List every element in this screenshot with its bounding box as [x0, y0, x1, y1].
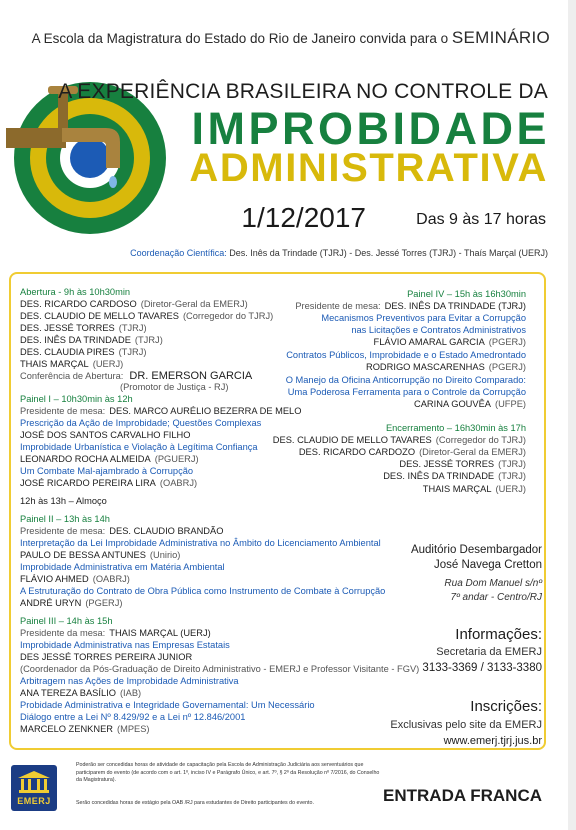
line-main: FLÁVIO AMARAL GARCIA: [373, 337, 485, 347]
line-main: ANDRÉ URYN: [20, 598, 82, 608]
event-hours: Das 9 às 17 horas: [416, 211, 546, 228]
info-secretaria: Secretaria da EMERJ: [436, 646, 542, 658]
line-main: Arbitragem nas Ações de Improbidade Administrativa: [20, 676, 239, 686]
line-main: RODRIGO MASCARENHAS: [365, 362, 485, 372]
line-main: Presidente da mesa:: [20, 628, 106, 638]
line-affiliation: DES. INÊS DA TRINDADE (TJRJ): [384, 301, 526, 311]
line-main: DES. CLAUDIO DE MELLO TAVARES: [20, 311, 179, 321]
title-line-2: IMPROBIDADE: [191, 103, 550, 154]
line-affiliation: THAIS MARÇAL (UERJ): [109, 628, 211, 638]
right-program-line: [399, 459, 526, 470]
line-main: Improbidade Urbanística e Violação à Legítima Confiança: [20, 442, 258, 452]
left-program-line: [20, 430, 191, 441]
left-program-line: [20, 652, 192, 663]
left-program-line: [20, 550, 180, 561]
venue-address-1: Rua Dom Manuel s/nº: [444, 578, 542, 589]
line-main: DES. INÊS DA TRINDADE: [383, 471, 495, 481]
coordination: [130, 248, 548, 258]
line-main: Interpretação da Lei Improbidade Administrativa no Âmbito do Licenciamento Ambiental: [20, 538, 381, 548]
left-program-line: [20, 371, 252, 382]
right-program-line: [383, 471, 526, 482]
line-main: Painel II – 13h às 14h: [20, 514, 110, 524]
line-affiliation: DES. CLAUDIO BRANDÃO: [109, 526, 224, 536]
emerj-logo-text: EMERJ: [17, 796, 51, 806]
right-program-line: [295, 301, 526, 312]
left-program-line: [20, 323, 147, 334]
line-main: DES. CLAUDIA PIRES: [20, 347, 115, 357]
footer-note-1: Poderão ser concedidas horas de atividade de capacitação pela Escola de Administração Judiciária aos serventuários que participarem do evento (de acordo com o art. 1º, inciso IV e Parágrafo Único, e art. 7º, § 2º da Resolução nº 7/2016, do Conselho da Magistratura).: [76, 762, 380, 784]
left-program-line: [20, 598, 123, 609]
line-main: JOSÉ RICARDO PEREIRA LIRA: [20, 478, 156, 488]
building-icon: [18, 771, 50, 793]
line-main: DES. INÊS DA TRINDADE: [20, 335, 131, 345]
info-heading: Informações:: [455, 626, 542, 643]
left-program-line: [20, 676, 239, 687]
left-program-line: [20, 514, 110, 525]
line-main: DES. JESSÉ TORRES: [20, 323, 115, 333]
left-program-line: [120, 382, 229, 393]
line-affiliation: (TJRJ): [134, 335, 163, 345]
line-main: Presidente de mesa:: [20, 406, 106, 416]
line-affiliation: (PGUERJ): [154, 454, 199, 464]
line-main: Painel IV – 15h às 16h30min: [407, 289, 526, 299]
line-main: LEONARDO ROCHA ALMEIDA: [20, 454, 151, 464]
right-program-line: [351, 325, 526, 336]
line-main: CARINA GOUVÊA: [414, 399, 491, 409]
title-line-3: ADMINISTRATIVA: [189, 146, 548, 190]
left-program-line: [20, 406, 301, 417]
left-program-line: [20, 359, 123, 370]
right-program-line: [321, 313, 526, 324]
line-main: Uma Poderosa Ferramenta para o Controle da Corrupção: [287, 387, 526, 397]
right-program-line: [286, 375, 526, 386]
coordination-text: Des. Inês da Trindade (TJRJ) - Des. Jessé Torres (TJRJ) - Thaís Marçal (UERJ): [229, 248, 548, 258]
line-main: Presidente de mesa:: [20, 526, 106, 536]
line-main: DES. RICARDO CARDOSO: [20, 299, 137, 309]
line-main: ANA TEREZA BASÍLIO: [20, 688, 116, 698]
info-phones: 3133-3369 / 3133-3380: [422, 662, 542, 674]
left-program-line: [20, 442, 258, 453]
line-affiliation: (TJRJ): [118, 323, 147, 333]
line-main: Diálogo entre a Lei Nº 8.429/92 e a Lei nº 12.846/2001: [20, 712, 246, 722]
line-main: FLÁVIO AHMED: [20, 574, 89, 584]
left-program-line: [20, 478, 197, 489]
right-program-line: [423, 484, 526, 495]
left-program-line: [20, 628, 211, 639]
line-main: (Coordenador da Pós-Graduação de Direito Administrativo - EMERJ e Professor Visitante - FGV): [20, 664, 420, 674]
left-program-line: [20, 287, 130, 298]
left-program-line: [20, 616, 113, 627]
line-main: A Estruturação do Contrato de Obra Pública como Instrumento de Combate à Corrupção: [20, 586, 386, 596]
left-program-line: [20, 335, 163, 346]
inscricoes-site-link[interactable]: www.emerj.tjrj.jus.br: [443, 735, 542, 747]
left-program-line: [20, 454, 199, 465]
left-program-line: [20, 562, 225, 573]
line-affiliation: (MPES): [116, 724, 150, 734]
right-program-line: [366, 362, 526, 373]
line-main: THAIS MARÇAL: [20, 359, 89, 369]
event-date: 1/12/2017: [241, 202, 366, 233]
left-program-line: [20, 311, 273, 322]
line-main: (Promotor de Justiça - RJ): [120, 382, 229, 392]
line-main: Um Combate Mal-ajambrado à Corrupção: [20, 466, 194, 476]
line-affiliation: (TJRJ): [498, 471, 526, 481]
right-program-line: [386, 423, 526, 434]
line-affiliation: (PGERJ): [85, 598, 123, 608]
line-main: Presidente de mesa:: [295, 301, 381, 311]
line-main: Painel III – 14h às 15h: [20, 616, 113, 626]
line-main: nas Licitações e Contratos Administrativos: [351, 325, 526, 335]
emerj-logo: [11, 765, 57, 811]
line-affiliation: (TJRJ): [498, 459, 526, 469]
inscricoes-heading: Inscrições:: [470, 698, 542, 715]
inscricoes-text: Exclusivas pelo site da EMERJ: [390, 719, 542, 731]
line-affiliation: (Diretor-Geral da EMERJ): [140, 299, 248, 309]
line-affiliation: (UERJ): [495, 484, 526, 494]
line-main: O Manejo da Oficina Anticorrupção no Direito Comparado:: [285, 375, 526, 385]
line-main: MARCELO ZENKNER: [20, 724, 113, 734]
left-program-line: [20, 526, 223, 537]
entrada-franca: ENTRADA FRANCA: [383, 786, 542, 805]
left-program-line: [20, 688, 141, 699]
title-line-1: A EXPERIÊNCIA BRASILEIRA NO CONTROLE DA: [58, 80, 548, 103]
line-main: Probidade Administrativa e Integridade Governamental: Um Necessário: [20, 700, 315, 710]
line-affiliation: (TJRJ): [118, 347, 147, 357]
footer-note-2: Serão concedidas horas de estágio pela OAB /RJ para estudantes de Direito participantes do evento.: [76, 800, 314, 806]
venue-name-1: Auditório Desembargador: [410, 544, 542, 556]
right-program-line: [288, 387, 526, 398]
line-main: DES JESSÉ TORRES PEREIRA JUNIOR: [20, 652, 193, 662]
line-affiliation: (UFPE): [495, 399, 526, 409]
line-affiliation: (PGERJ): [488, 337, 526, 347]
line-affiliation: (UERJ): [92, 359, 124, 369]
left-program-line: [20, 664, 419, 675]
left-program-line: [20, 574, 130, 585]
right-program-line: [414, 399, 526, 410]
line-affiliation: (OABRJ): [92, 574, 130, 584]
venue-name-2: José Navega Cretton: [433, 559, 542, 571]
left-program-line: [20, 640, 230, 651]
line-affiliation: (Corregedor do TJRJ): [435, 435, 526, 445]
line-main: Mecanismos Preventivos para Evitar a Corrupção: [321, 313, 526, 323]
line-main: DES. RICARDO CARDOZO: [298, 447, 416, 457]
left-program-line: [20, 586, 385, 597]
right-program-line: [407, 289, 526, 300]
left-program-line: [20, 700, 315, 711]
seminar-word: SEMINÁRIO: [451, 28, 550, 47]
line-emphasis: DR. EMERSON GARCIA: [129, 370, 253, 382]
venue-address-2: 7º andar - Centro/RJ: [450, 592, 542, 603]
left-program-line: [20, 347, 146, 358]
line-main: Prescrição da Ação de Improbidade; Questões Complexas: [20, 418, 262, 428]
line-affiliation: (Corregedor do TJRJ): [182, 311, 274, 321]
line-main: Painel I – 10h30min às 12h: [20, 394, 133, 404]
line-main: JOSÉ DOS SANTOS CARVALHO FILHO: [20, 430, 191, 440]
line-main: Conferência de Abertura:: [20, 371, 124, 381]
right-program-line: [273, 435, 526, 446]
left-program-line: [20, 418, 261, 429]
line-main: PAULO DE BESSA ANTUNES: [20, 550, 146, 560]
line-main: Abertura - 9h às 10h30min: [20, 287, 131, 297]
left-program-line: [20, 712, 245, 723]
line-main: Improbidade Administrativa nas Empresas Estatais: [20, 640, 230, 650]
right-program-line: [299, 447, 526, 458]
page-edge: [568, 0, 576, 830]
line-main: DES. JESSÉ TORRES: [399, 459, 495, 469]
left-program-line: [20, 466, 193, 477]
right-program-line: [286, 350, 526, 361]
line-affiliation: (Diretor-Geral da EMERJ): [419, 447, 526, 457]
line-main: THAIS MARÇAL: [422, 484, 492, 494]
line-affiliation: (Unirio): [149, 550, 181, 560]
line-main: Improbidade Administrativa em Matéria Ambiental: [20, 562, 225, 572]
left-program-line: [20, 496, 107, 507]
left-program-line: [20, 538, 381, 549]
line-main: 12h às 13h – Almoço: [20, 496, 107, 506]
left-program-line: [20, 299, 248, 310]
left-program-line: [20, 394, 133, 405]
line-main: Contratos Públicos, Improbidade e o Estado Amedrontado: [286, 350, 526, 360]
line-affiliation: (PGERJ): [488, 362, 526, 372]
coordination-label: Coordenação Científica:: [130, 248, 227, 258]
invite-line: [32, 28, 550, 48]
left-program-line: [20, 724, 150, 735]
invite-text: A Escola da Magistratura do Estado do Rio de Janeiro convida para o: [31, 31, 449, 46]
line-main: Encerramento – 16h30min às 17h: [385, 423, 526, 433]
line-affiliation: (OABRJ): [159, 478, 198, 488]
line-affiliation: (IAB): [119, 688, 142, 698]
right-program-line: [374, 337, 526, 348]
line-main: DES. CLAUDIO DE MELLO TAVARES: [272, 435, 432, 445]
line-affiliation: DES. MARCO AURÉLIO BEZERRA DE MELO: [109, 406, 302, 416]
